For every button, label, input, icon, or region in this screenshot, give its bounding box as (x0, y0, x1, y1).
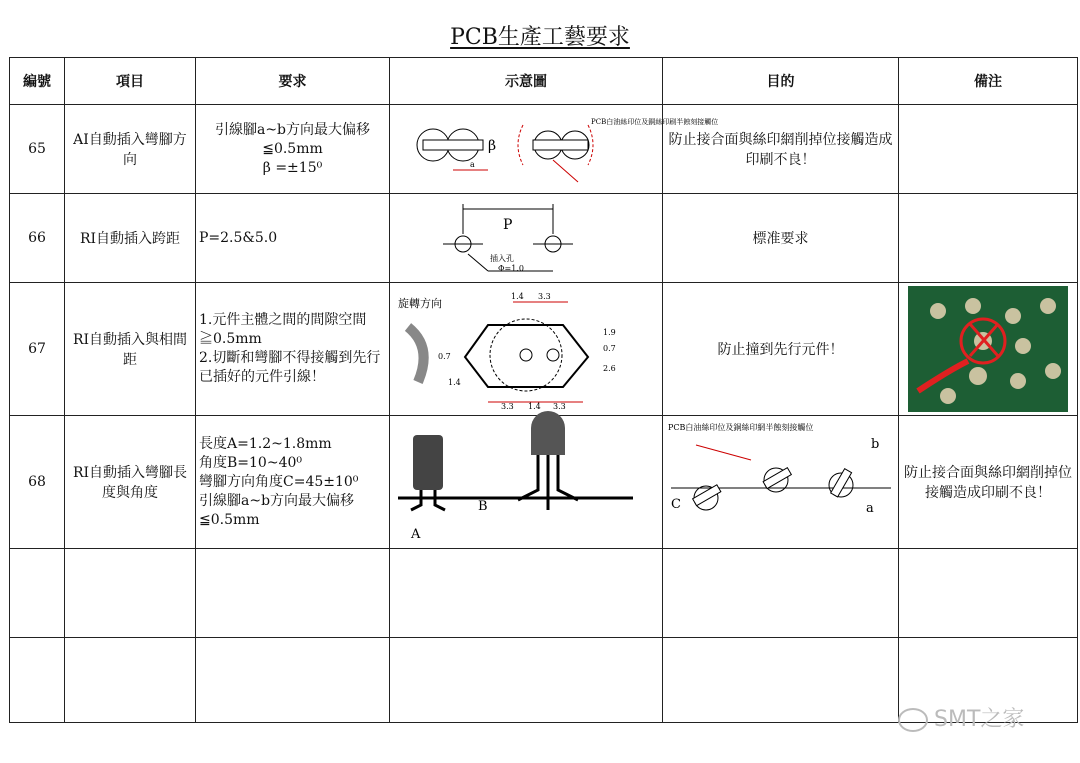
table-row (10, 283, 1078, 416)
row-no: 67 (10, 283, 65, 416)
row-item: RI自動插入跨距 (65, 194, 196, 283)
svg-text:0.7: 0.7 (438, 352, 451, 361)
svg-text:1.9: 1.9 (603, 328, 616, 337)
row-purpose: 標准要求 (663, 194, 899, 283)
row-note: 防止接合面與絲印網削掉位接觸造成印刷不良！ (899, 416, 1078, 549)
svg-text:A: A (411, 527, 421, 542)
span-diagram (393, 199, 659, 277)
row-note (899, 283, 1078, 416)
svg-text:PCB白油絲印位及銅絲印網半蝕刻接觸位: PCB白油絲印位及銅絲印網半蝕刻接觸位 (668, 423, 814, 432)
row-purpose (663, 416, 899, 549)
row-item: AI自動插入彎腳方向 (65, 105, 196, 194)
svg-text:C: C (671, 497, 681, 512)
spacing-diagram (393, 287, 659, 411)
row-item: RI自動插入與相間距 (65, 283, 196, 416)
svg-text:1.4: 1.4 (448, 378, 461, 387)
row-item: RI自動插入彎腳長度與角度 (65, 416, 196, 549)
row-req: 1.元件主體之間的間隙空間≧0.5mm 2.切斷和彎腳不得接觸到先行已插好的元件引線！ (196, 283, 390, 416)
table-row (10, 105, 1078, 194)
row-req: 引線腳a~b方向最大偏移 ≦0.5mm β =±15⁰ (196, 105, 390, 194)
svg-text:P: P (503, 217, 513, 233)
header-row (10, 58, 1078, 105)
wechat-icon (898, 708, 928, 732)
pcb-photo (908, 286, 1068, 412)
row-note (899, 194, 1078, 283)
svg-text:3.3: 3.3 (553, 402, 566, 411)
bend-direction-diagram (393, 110, 719, 188)
row-req: 長度A=1.2~1.8mm 角度B=10~40⁰ 彎腳方向角度C=45±10⁰ 引線腳a~b方向最大偏移 ≦0.5mm (196, 416, 390, 549)
svg-text:a: a (866, 501, 874, 516)
row-no: 68 (10, 416, 65, 549)
row-no: 65 (10, 105, 65, 194)
header-note: 備注 (899, 58, 1078, 105)
row-no: 66 (10, 194, 65, 283)
row-req: P=2.5&5.0 (196, 194, 390, 283)
table-row-empty (10, 549, 1078, 638)
bend-angle-diagram (666, 420, 896, 544)
process-table (9, 57, 1078, 723)
svg-text:b: b (871, 437, 880, 452)
row-diagram (390, 105, 719, 194)
svg-text:PCB白油絲印位及銅絲印刷半蝕刻接觸位: PCB白油絲印位及銅絲印刷半蝕刻接觸位 (591, 118, 719, 126)
svg-text:Φ=1.0: Φ=1.0 (498, 264, 524, 273)
row-diagram (390, 194, 663, 283)
watermark: SMT之家 (898, 702, 1024, 733)
header-no: 編號 (10, 58, 65, 105)
svg-text:旋轉方向: 旋轉方向 (398, 297, 442, 310)
svg-text:0.7: 0.7 (603, 344, 616, 353)
svg-text:B: B (478, 499, 488, 514)
page-title: PCB生產工藝要求 (450, 25, 630, 50)
bend-length-diagram (393, 420, 659, 544)
svg-text:1.4: 1.4 (528, 402, 541, 411)
svg-text:3.3: 3.3 (538, 292, 551, 301)
row-diagram (390, 283, 663, 416)
row-note (899, 105, 1078, 194)
pcb-photo-image (908, 286, 1068, 412)
svg-text:β: β (488, 138, 497, 154)
header-diagram: 示意圖 (390, 58, 663, 105)
header-req: 要求 (196, 58, 390, 105)
row-diagram (390, 416, 663, 549)
table-row (10, 194, 1078, 283)
row-purpose: 防止撞到先行元件！ (663, 283, 899, 416)
table-row (10, 416, 1078, 549)
svg-text:1.4: 1.4 (511, 292, 524, 301)
header-item: 項目 (65, 58, 196, 105)
row-purpose: 防止接合面與絲印網削掉位接觸造成印刷不良！ (663, 105, 899, 194)
svg-text:2.6: 2.6 (603, 364, 616, 373)
svg-text:插入孔: 插入孔 (490, 254, 514, 263)
header-purpose: 目的 (663, 58, 899, 105)
svg-text:a: a (470, 160, 475, 169)
svg-text:3.3: 3.3 (501, 402, 514, 411)
